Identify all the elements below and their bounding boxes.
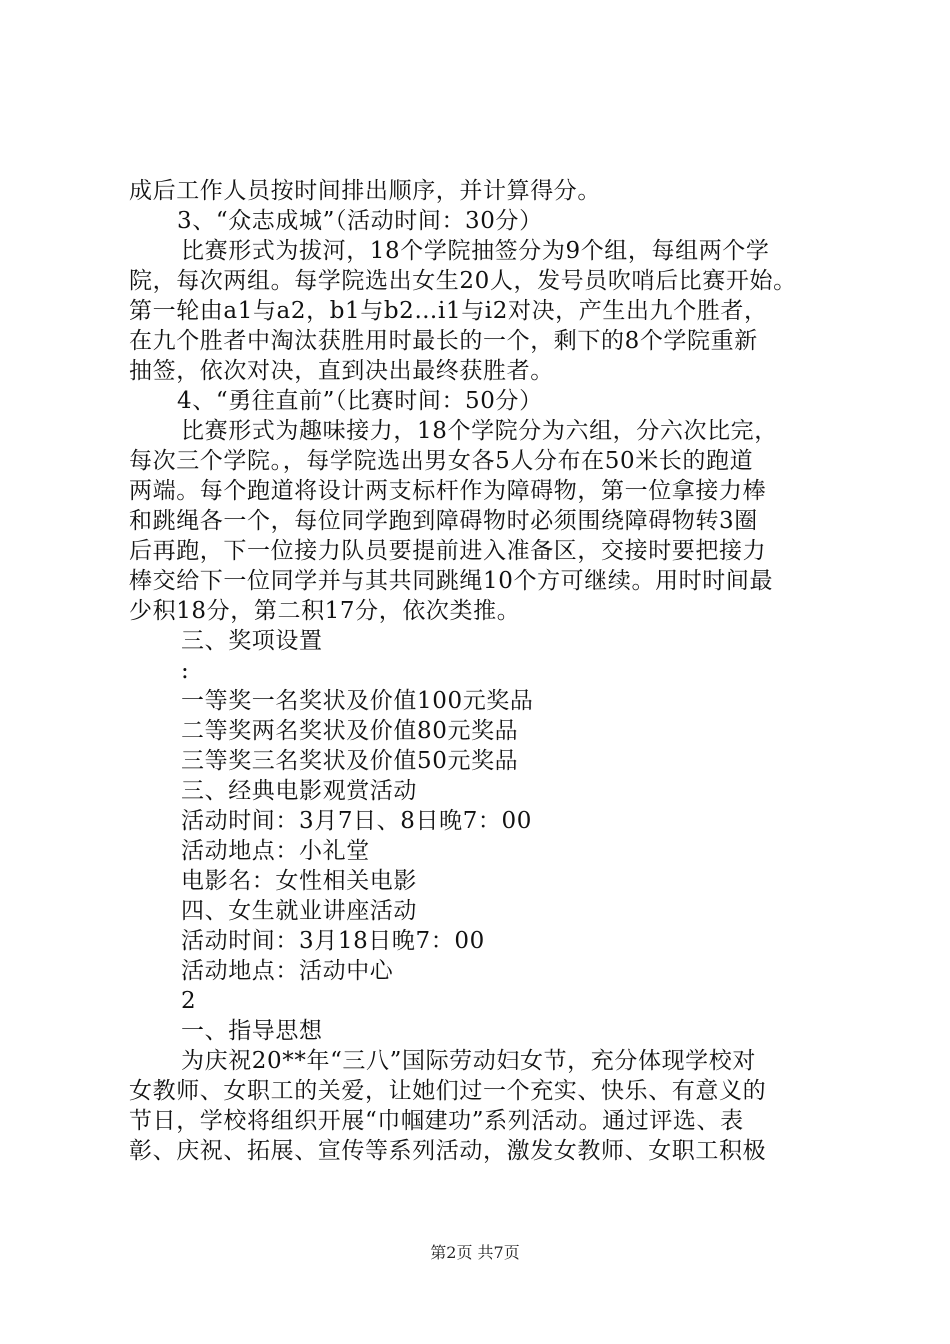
text-line: 四、女生就业讲座活动 <box>181 898 417 924</box>
text-line: : <box>181 658 190 684</box>
text-line: 两端。每个跑道将设计两支标杆作为障碍物，第一位拿接力棒 <box>129 478 767 504</box>
text-line: 节日，学校将组织开展“巾帼建功”系列活动。通过评选、表 <box>129 1108 744 1134</box>
text-line: 院，每次两组。每学院选出女生20人，发号员吹哨后比赛开始。 <box>129 268 797 294</box>
text-line: 成后工作人员按时间排出顺序，并计算得分。 <box>129 178 601 204</box>
text-line: 2 <box>181 988 197 1014</box>
page-footer: 第2页 共7页 <box>430 1243 520 1262</box>
text-line: 第一轮由a1与a2，b1与b2…i1与i2对决，产生出九个胜者， <box>129 298 768 324</box>
text-line: 三等奖三名奖状及价值50元奖品 <box>181 748 519 774</box>
text-line: 活动时间：3月18日晚7：00 <box>181 928 485 954</box>
text-line: 每次三个学院。，每学院选出男女各5人分布在50米长的跑道 <box>129 448 754 474</box>
text-line: 三、奖项设置 <box>181 628 323 654</box>
text-line: 电影名：女性相关电影 <box>181 868 417 894</box>
text-line: 彰、庆祝、拓展、宣传等系列活动，激发女教师、女职工积极 <box>129 1138 767 1164</box>
text-line: 二等奖两名奖状及价值80元奖品 <box>181 718 519 744</box>
text-line: 在九个胜者中淘汰获胜用时最长的一个，剩下的8个学院重新 <box>129 328 758 354</box>
text-line: 抽签，依次对决，直到决出最终获胜者。 <box>129 358 554 384</box>
text-line: 三、经典电影观赏活动 <box>181 778 417 804</box>
text-line: 为庆祝20**年“三八”国际劳动妇女节，充分体现学校对 <box>181 1048 756 1074</box>
text-line: 后再跑，下一位接力队员要提前进入准备区，交接时要把接力 <box>129 538 767 564</box>
text-line: 棒交给下一位同学并与其共同跳绳10个方可继续。用时时间最 <box>129 568 774 594</box>
text-line: 活动地点：小礼堂 <box>181 838 370 864</box>
text-line: 比赛形式为拔河，18个学院抽签分为9个组，每组两个学 <box>181 238 770 264</box>
text-line: 一、指导思想 <box>181 1018 323 1044</box>
text-line: 3、“众志成城”（活动时间：30分） <box>177 208 543 234</box>
text-line: 比赛形式为趣味接力，18个学院分为六组，分六次比完， <box>181 418 778 444</box>
text-line: 4、“勇往直前”（比赛时间：50分） <box>177 388 543 414</box>
text-line: 和跳绳各一个，每位同学跑到障碍物时必须围绕障碍物转3圈 <box>129 508 758 534</box>
text-line: 活动地点：活动中心 <box>181 958 394 984</box>
text-line: 女教师、女职工的关爱，让她们过一个充实、快乐、有意义的 <box>129 1078 767 1104</box>
text-line: 一等奖一名奖状及价值100元奖品 <box>181 688 534 714</box>
text-line: 少积18分，第二积17分，依次类推。 <box>129 598 521 624</box>
document-body <box>129 176 849 1166</box>
text-line: 活动时间：3月7日、8日晚7：00 <box>181 808 532 834</box>
